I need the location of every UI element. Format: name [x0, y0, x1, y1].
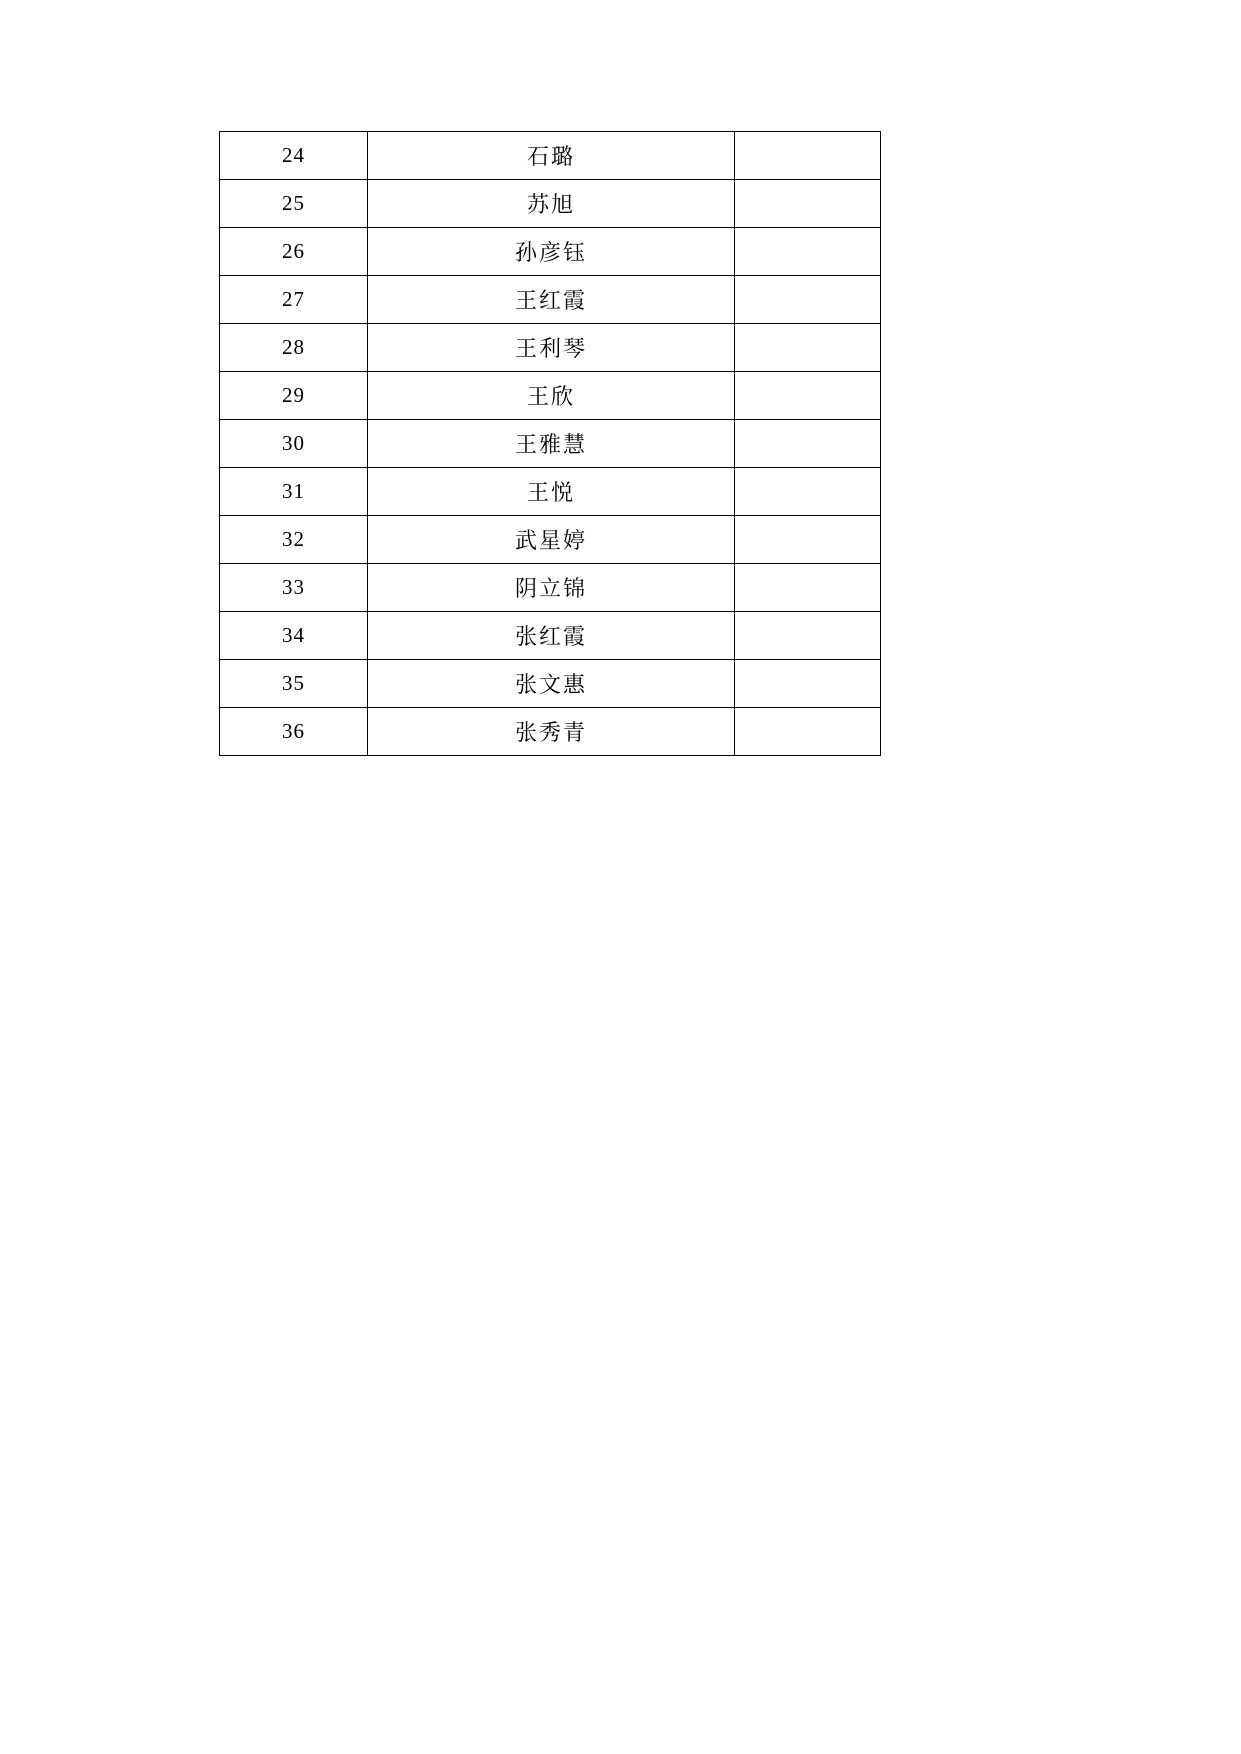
row-note	[735, 276, 881, 324]
table-row	[220, 132, 881, 180]
table-row	[220, 564, 881, 612]
row-note	[735, 564, 881, 612]
row-note	[735, 132, 881, 180]
row-name: 王欣	[368, 372, 735, 420]
row-name: 武星婷	[368, 516, 735, 564]
table-row	[220, 276, 881, 324]
roster-table	[219, 131, 881, 756]
row-name: 王利琴	[368, 324, 735, 372]
row-index: 29	[220, 372, 368, 420]
row-note	[735, 612, 881, 660]
table-row	[220, 660, 881, 708]
row-note	[735, 708, 881, 756]
row-note	[735, 420, 881, 468]
row-index: 26	[220, 228, 368, 276]
row-name: 王红霞	[368, 276, 735, 324]
row-index: 36	[220, 708, 368, 756]
row-name: 王雅慧	[368, 420, 735, 468]
row-name: 王悦	[368, 468, 735, 516]
row-note	[735, 180, 881, 228]
row-name: 石璐	[368, 132, 735, 180]
row-name: 张文惠	[368, 660, 735, 708]
roster-table-body	[220, 132, 881, 756]
row-note	[735, 372, 881, 420]
row-name: 张秀青	[368, 708, 735, 756]
row-index: 27	[220, 276, 368, 324]
table-row	[220, 516, 881, 564]
table-row	[220, 228, 881, 276]
table-row	[220, 468, 881, 516]
row-index: 28	[220, 324, 368, 372]
row-index: 31	[220, 468, 368, 516]
row-name: 张红霞	[368, 612, 735, 660]
table-row	[220, 708, 881, 756]
row-note	[735, 324, 881, 372]
row-index: 25	[220, 180, 368, 228]
row-index: 30	[220, 420, 368, 468]
row-note	[735, 516, 881, 564]
row-index: 32	[220, 516, 368, 564]
row-note	[735, 660, 881, 708]
row-note	[735, 468, 881, 516]
row-index: 24	[220, 132, 368, 180]
table-row	[220, 612, 881, 660]
table-row	[220, 372, 881, 420]
table-row	[220, 420, 881, 468]
row-note	[735, 228, 881, 276]
row-index: 35	[220, 660, 368, 708]
table-row	[220, 180, 881, 228]
row-name: 孙彦钰	[368, 228, 735, 276]
row-index: 34	[220, 612, 368, 660]
row-index: 33	[220, 564, 368, 612]
row-name: 阴立锦	[368, 564, 735, 612]
table-row	[220, 324, 881, 372]
row-name: 苏旭	[368, 180, 735, 228]
